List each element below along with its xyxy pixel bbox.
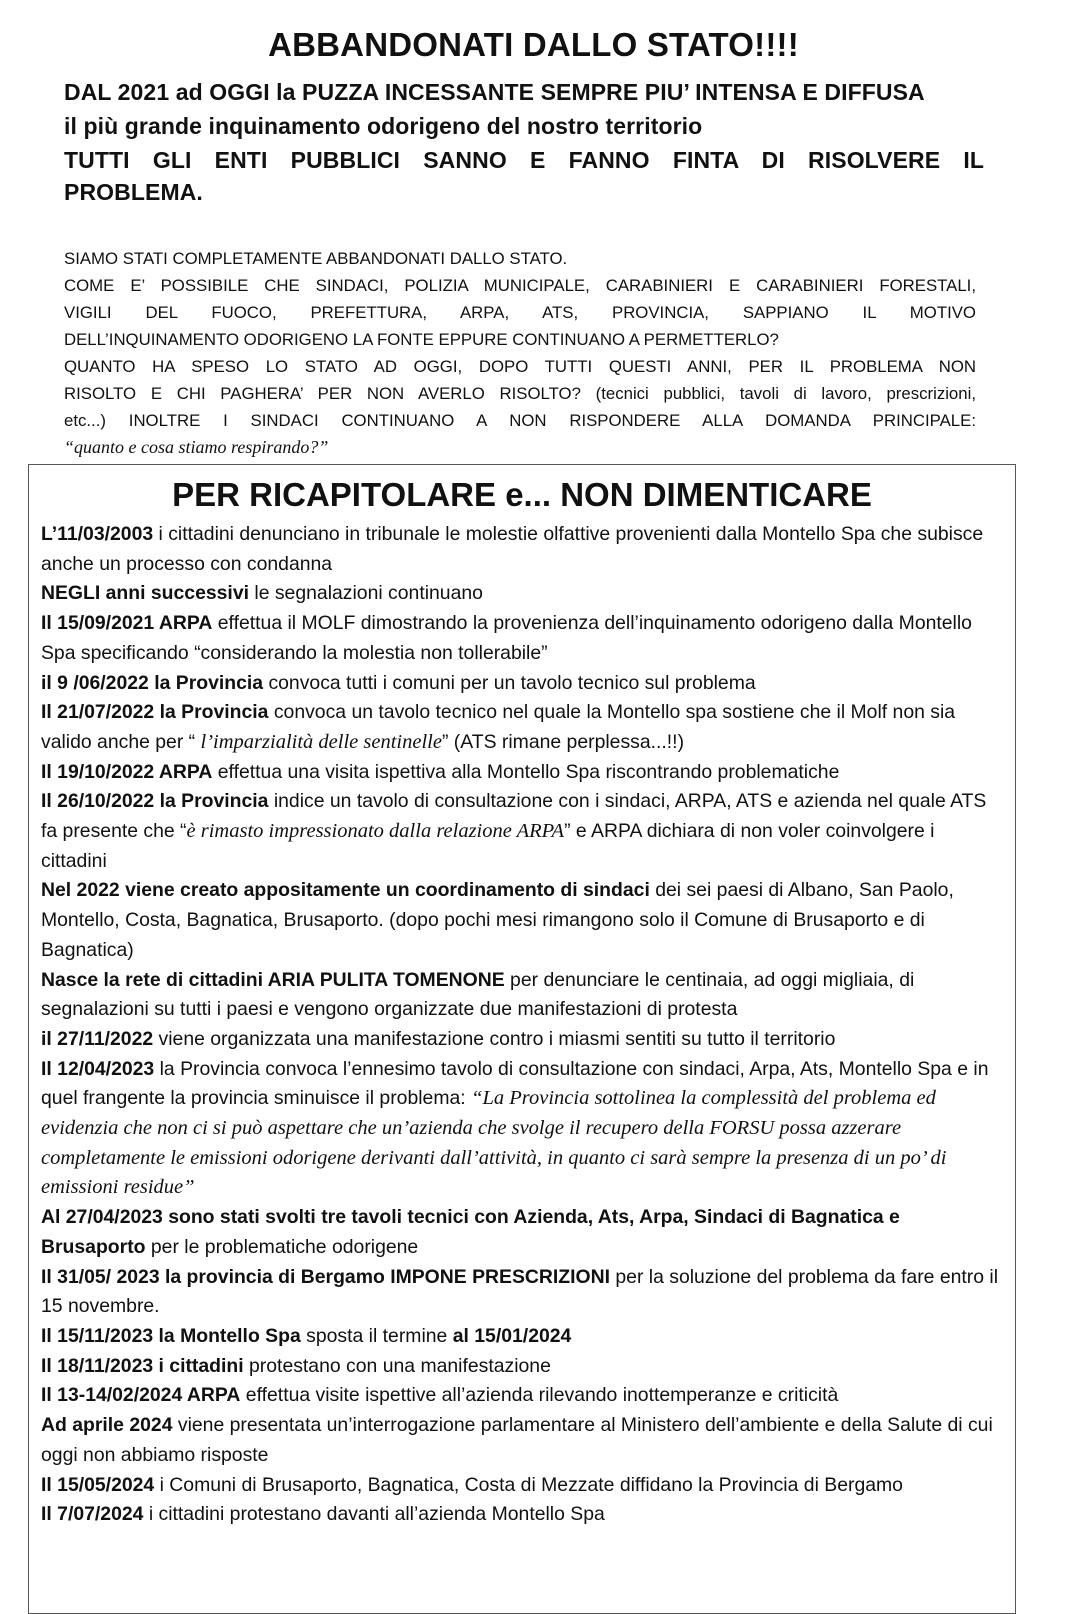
timeline-entry-text: i Comuni di Brusaporto, Bagnatica, Costa di Mezzate diffidano la Provincia di Bergamo (154, 1473, 903, 1496)
timeline-entry (41, 966, 1001, 1025)
intro-line: QUANTO HA SPESO LO STATO AD OGGI, DOPO TUTTI QUESTI ANNI, PER IL PROBLEMA NON (64, 357, 976, 376)
cropped-line (41, 1586, 1001, 1600)
timeline-entry-date: Il 31/05/ 2023 la provincia di Bergamo IMPONE PRESCRIZIONI (41, 1265, 610, 1288)
intro-line: SIAMO STATI COMPLETAMENTE ABBANDONATI DALLO STATO. (64, 249, 568, 268)
timeline-entry-text: per denunciare le centinaia, ad oggi migliaia, di segnalazioni su tutti i paesi e vengono organizzate due manifestazioni di protesta (41, 968, 915, 1021)
timeline-entry (41, 758, 1001, 788)
timeline-entry-date: Al 27/04/2023 sono stati svolti tre tavoli tecnici con Azienda, Ats, Arpa, Sindaci di Bagnatica e Brusaporto (41, 1206, 900, 1258)
headline-line-3 (64, 144, 984, 208)
timeline-entry-date: Il 7/07/2024 (41, 1503, 144, 1526)
timeline-entry-date: il 27/11/2022 (41, 1027, 154, 1050)
timeline-entry-text: viene organizzata una manifestazione contro i miasmi sentiti su tutto il territorio (153, 1027, 836, 1050)
recap-title: PER RICAPITOLARE e... NON DIMENTICARE (172, 476, 872, 513)
timeline-entry (41, 1411, 1001, 1470)
timeline-entry (41, 579, 1001, 609)
timeline-entry-text: effettua il MOLF dimostrando la provenienza dell’inquinamento odorigeno dalla Montello Spa specificando “considerando la molestia non tollerabile” (41, 612, 972, 664)
timeline-entry (41, 1381, 1001, 1411)
timeline-entry-date: Il 15/11/2023 la Montello Spa (41, 1324, 301, 1347)
timeline-entry-date: Nasce la rete di cittadini ARIA PULITA TOMENONE (41, 968, 505, 991)
headline-line-2: il più grande inquinamento odorigeno del nostro territorio (64, 113, 703, 139)
intro-paragraph (64, 245, 976, 461)
timeline-entry (41, 1055, 1001, 1204)
timeline-entry-date: Il 15/09/2021 ARPA (41, 612, 213, 635)
timeline-entry (41, 609, 1001, 668)
timeline-entry-date: Il 15/05/2024 (41, 1473, 155, 1496)
timeline-entry-date: al 15/01/2024 (452, 1324, 572, 1347)
headline-line-3b: PROBLEMA. (64, 179, 203, 205)
timeline-entry-text: ” (ATS rimane perplessa...!!) (441, 730, 685, 753)
headline-line-1: DAL 2021 ad OGGI la PUZZA INCESSANTE SEMPRE PIU’ INTENSA E DIFFUSA (64, 79, 925, 105)
intro-line: COME E’ POSSIBILE CHE SINDACI, POLIZIA MUNICIPALE, CARABINIERI E CARABINIERI FORESTALI, (64, 276, 976, 295)
timeline-entry (41, 1322, 1001, 1352)
recap-timeline (41, 520, 1001, 1530)
timeline-entry (41, 698, 1001, 757)
intro-line: DELL’INQUINAMENTO ODORIGENO LA FONTE EPPURE CONTINUANO A PERMETTERLO? (64, 330, 779, 349)
timeline-entry-text: effettua una visita ispettiva alla Montello Spa riscontrando problematiche (212, 760, 840, 783)
timeline-entry-text: i cittadini denunciano in tribunale le molestie olfattive provenienti dalla Montello Spa che subisce anche un processo con condanna (41, 523, 984, 575)
timeline-entry-quote: è rimasto impressionato dalla relazione ARPA (186, 820, 565, 843)
timeline-entry-text: sposta il termine (300, 1324, 453, 1347)
timeline-entry-quote: “La Provincia sottolinea la complessità del problema ed evidenzia che non ci si può aspettare che un’azienda che svolge il recupero della FORSU possa azzerare completamente le emissioni odorigene derivanti dall’attività, in quanto ci sarà sempre la presenza di un po’ di emissioni residue” (41, 1087, 947, 1199)
timeline-entry (41, 787, 1001, 876)
timeline-entry-text: effettua visite ispettive all’azienda rilevando inottemperanze e criticità (240, 1384, 839, 1407)
timeline-entry-text: per la soluzione del problema da fare entro il 15 novembre. (41, 1265, 999, 1318)
timeline-entry-text: convoca tutti i comuni per un tavolo tecnico sul problema (263, 671, 756, 694)
timeline-entry-text: i cittadini protestano davanti all’azienda Montello Spa (143, 1503, 605, 1526)
timeline-entry (41, 1025, 1001, 1055)
timeline-entry-text: viene presentata un’interrogazione parlamentare al Ministero dell’ambiente e della Salute di cui oggi non abbiamo risposte (41, 1414, 993, 1466)
timeline-entry-text: le segnalazioni continuano (249, 582, 483, 605)
timeline-entry-quote: l’imparzialità delle sentinelle (200, 730, 442, 753)
intro-line: RISOLTO E CHI PAGHERA’ PER NON AVERLO RISOLTO? (tecnici pubblici, tavoli di lavoro, prescrizioni, (64, 384, 976, 403)
headline-line-3a: TUTTI GLI ENTI PUBBLICI SANNO E FANNO FINTA DI RISOLVERE IL (64, 147, 984, 173)
timeline-entry-date: Ad aprile 2024 (41, 1414, 173, 1437)
timeline-entry (41, 1471, 1001, 1501)
timeline-entry-text: indice un tavolo di consultazione con i sindaci, ARPA, ATS e azienda nel quale ATS fa presente che “ (41, 790, 987, 843)
timeline-entry-date: Il 18/11/2023 i cittadini (41, 1354, 244, 1377)
timeline-entry (41, 876, 1001, 965)
timeline-entry (41, 520, 1001, 579)
timeline-entry-date: Il 26/10/2022 la Provincia (41, 790, 269, 813)
timeline-entry-date: Il 19/10/2022 ARPA (41, 760, 213, 783)
timeline-entry (41, 1203, 1001, 1262)
flyer-title: ABBANDONATI DALLO STATO!!!! (268, 26, 799, 63)
timeline-entry-date: il 9 /06/2022 la Provincia (41, 671, 264, 694)
timeline-entry-text: convoca un tavolo tecnico nel quale la Montello spa sostiene che il Molf non sia valido anche per “ (41, 701, 956, 753)
timeline-entry-text: protestano con una manifestazione (243, 1354, 551, 1377)
intro-quote: “quanto e cosa stiamo respirando?” (64, 437, 329, 457)
timeline-entry (41, 669, 1001, 699)
timeline-entry (41, 1352, 1001, 1382)
timeline-entry-date: NEGLI anni successivi (41, 582, 249, 605)
timeline-entry-text: per le problematiche odorigene (145, 1235, 419, 1258)
timeline-entry-text: dei sei paesi di Albano, San Paolo, Montello, Costa, Bagnatica, Brusaporto. (dopo pochi mesi rimangono solo il Comune di Brusaporto e di Bagnatica) (41, 879, 954, 961)
timeline-entry (41, 1263, 1001, 1322)
timeline-entry-date: L’11/03/2003 (41, 523, 154, 545)
intro-line: VIGILI DEL FUOCO, PREFETTURA, ARPA, ATS, PROVINCIA, SAPPIANO IL MOTIVO (64, 303, 976, 322)
intro-line: etc...) INOLTRE I SINDACI CONTINUANO A NON RISPONDERE ALLA DOMANDA PRINCIPALE: (64, 411, 976, 430)
timeline-entry (41, 1500, 1001, 1530)
timeline-entry-date: Il 12/04/2023 (41, 1057, 155, 1080)
timeline-entry-date: Nel 2022 viene creato appositamente un coordinamento di sindaci (41, 879, 650, 902)
timeline-entry-date: Il 13-14/02/2024 ARPA (41, 1384, 241, 1407)
timeline-entry-date: Il 21/07/2022 la Provincia (41, 701, 269, 724)
timeline-entry-text: ” e ARPA dichiara di non voler coinvolgere i cittadini (41, 820, 935, 872)
timeline-entry-text: la Provincia convoca l’ennesimo tavolo di consultazione con sindaci, Arpa, Ats, Montello Spa e in quel frangente la provincia sminuisce il problema: (41, 1057, 989, 1110)
